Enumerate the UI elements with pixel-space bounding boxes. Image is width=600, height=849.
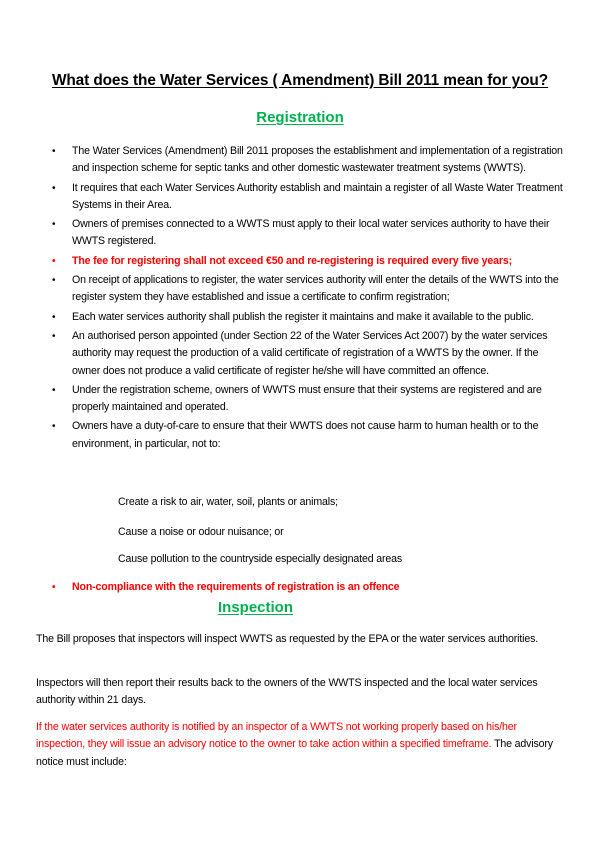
bullet-icon: • [52,255,56,267]
inspection-heading: Inspection [218,599,294,616]
bullet-icon: • [52,330,56,342]
bullet-item-fee: • The fee for registering shall not exceed €50 and re-registering is required every five years; [52,253,567,270]
bullet-icon: • [52,582,56,593]
bullet-icon: • [52,219,56,231]
bullet-icon: • [52,311,56,323]
bullet-item: • Under the registration scheme, owners of WWTS must ensure that their systems are registered and are properly maintained and operated. [52,383,542,414]
duty-item: Cause a noise or odour nuisance; or [118,526,284,538]
bullet-item: • Each water services authority shall publish the register it maintains and make it available to the public. [52,309,567,326]
inspection-paragraph-1: The Bill proposes that inspectors will inspect WWTS as requested by the EPA or the water services authorities. [36,633,539,645]
bullet-icon: • [52,146,56,157]
inspection-paragraph-2: Inspectors will then report their results back to the owners of the WWTS inspected and the local water services authority within 21 days. [36,677,538,707]
document-title: What does the Water Services ( Amendment) Bill 2011 mean for you? [51,72,549,89]
bullet-item: • On receipt of applications to register, the water services authority will enter the details of the WWTS into the register system they have established and issue a certificate to confirm registration; [52,274,559,304]
registration-final-bullet [52,579,567,598]
bullet-icon: • [52,384,56,396]
inspection-paragraph-3 [36,719,566,771]
bullet-item: • It requires that each Water Services Authority establish and maintain a register of all Waste Water Treatment Systems in their Area. [52,181,563,211]
bullet-icon: • [52,275,56,287]
advisory-emphasis: If the water services authority is notified by an inspector of a WWTS not working properly based on his/her inspection, they will issue an advisory notice to the owner to take action within a specified timeframe. [36,721,517,751]
bullet-icon: • [52,182,56,194]
advisory-rest: The advisory notice must include: [36,738,553,768]
bullet-item-offence: • Non-compliance with the requirements of registration is an offence [52,579,567,596]
bullet-item: • Owners of premises connected to a WWTS must apply to their local water services authority to have their WWTS registered. [52,218,550,248]
registration-heading: Registration [256,109,344,126]
bullet-item: • Owners have a duty-of-care to ensure that their WWTS does not cause harm to human health or to the environment, in particular, not to: [52,420,539,450]
registration-bullet-list [52,143,567,455]
duty-item: Cause pollution to the countryside especially designated areas [118,553,402,565]
duty-item: Create a risk to air, water, soil, plants or animals; [118,496,338,508]
bullet-icon: • [52,421,56,433]
bullet-item: • The Water Services (Amendment) Bill 2011 proposes the establishment and implementation of a registration and inspection scheme for septic tanks and other domestic wastewater treatment systems (WWTS). [52,145,563,175]
bullet-item: • An authorised person appointed (under Section 22 of the Water Services Act 2007) by the water services authority may request the production of a valid certificate of registration of a WWTS by the owner. If the owner does not produce a valid certificate of register he/she will have committed an offence. [52,329,548,377]
